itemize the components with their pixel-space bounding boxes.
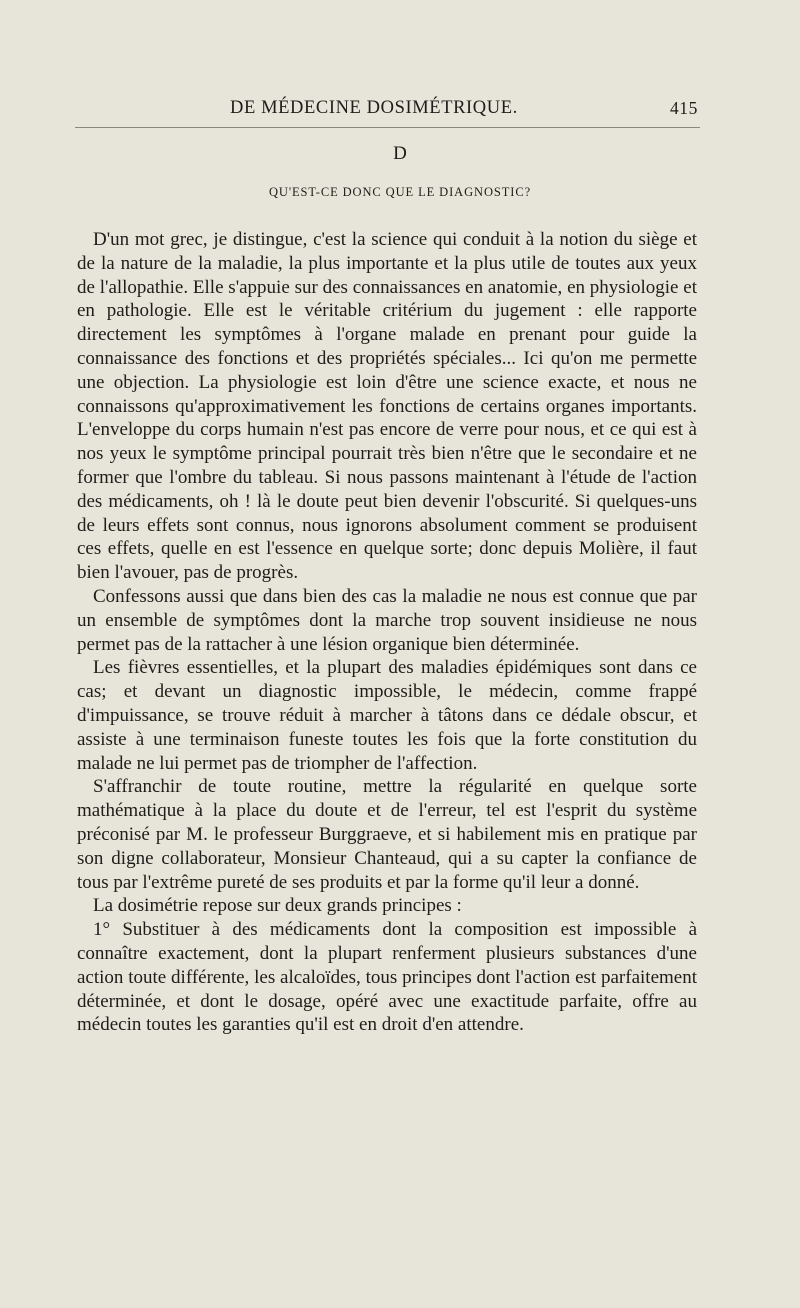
running-head bbox=[75, 98, 700, 124]
paragraph: D'un mot grec, je distingue, c'est la science qui conduit à la notion du siège et de la nature de la maladie, la plus importante et la plus utile de toutes aux yeux de l'allopathie. Elle s'appuie sur des connaissances en anatomie, en physiologie et en pathologie. Elle est le véritable critérium du jugement : elle rapporte directement les symptômes à l'organe malade en prenant pour guide la connaissance des fonctions et des propriétés spéciales... Ici qu'on me permette une objection. La physiologie est loin d'être une science exacte, et nous ne connaissons qu'approximativement les fonctions de certains organes importants. L'enveloppe du corps humain n'est pas encore de verre pour nous, et ce qui est à nos yeux le symptôme principal pourrait très bien n'être que le secondaire et ne former que l'ombre du tableau. Si nous passons maintenant à l'étude de l'action des médicaments, oh ! là le doute peut bien devenir l'obscurité. Si quelques-uns de leurs effets sont connus, nous ignorons absolument comment se produisent ces effets, quelle en est l'essence en quelque sorte; donc depuis Molière, il faut bien l'avouer, pas de progrès. bbox=[77, 229, 697, 584]
header-rule bbox=[75, 127, 700, 128]
body-text bbox=[77, 228, 697, 1037]
paragraph: La dosimétrie repose sur deux grands principes : bbox=[93, 895, 462, 917]
paragraph: S'affranchir de toute routine, mettre la régularité en quelque sorte mathématique à la place du doute et de l'erreur, tel est l'esprit du système préconisé par M. le professeur Burggraeve, et si habilement mis en pratique par son digne collaborateur, Monsieur Chanteaud, qui a su capter la confiance de tous par l'extrême pureté de ses produits et par la forme qu'il leur a donné. bbox=[77, 776, 697, 893]
section-title: QU'EST-CE DONC QUE LE DIAGNOSTIC? bbox=[268, 185, 532, 199]
paragraph: 1° Substituer à des médicaments dont la composition est impossible à connaître exactement, dont la plupart renferment plusieurs substances d'une action toute différente, les alcaloïdes, tous principes dont l'action est parfaitement déterminée, et dont le dosage, opéré avec une exactitude parfaite, offre au médecin toutes les garanties qu'il est en droit d'en attendre. bbox=[77, 919, 697, 1036]
paragraph: Les fièvres essentielles, et la plupart des maladies épidémiques sont dans ce cas; et devant un diagnostic impossible, le médecin, comme frappé d'impuissance, se trouve réduit à marcher à tâtons dans ce dédale obscur, et assiste à une terminaison funeste toutes les fois que la forte constitution du malade ne lui permet pas de triompher de l'affection. bbox=[77, 657, 697, 774]
page-number: 415 bbox=[669, 98, 698, 118]
running-title: DE MÉDECINE DOSIMÉTRIQUE. bbox=[230, 98, 518, 118]
section-letter: D bbox=[393, 143, 407, 164]
paragraph: Confessons aussi que dans bien des cas la maladie ne nous est connue que par un ensemble de symptômes dont la marche trop souvent insidieuse ne nous permet pas de la rattacher à une lésion organique bien déterminée. bbox=[77, 585, 697, 655]
